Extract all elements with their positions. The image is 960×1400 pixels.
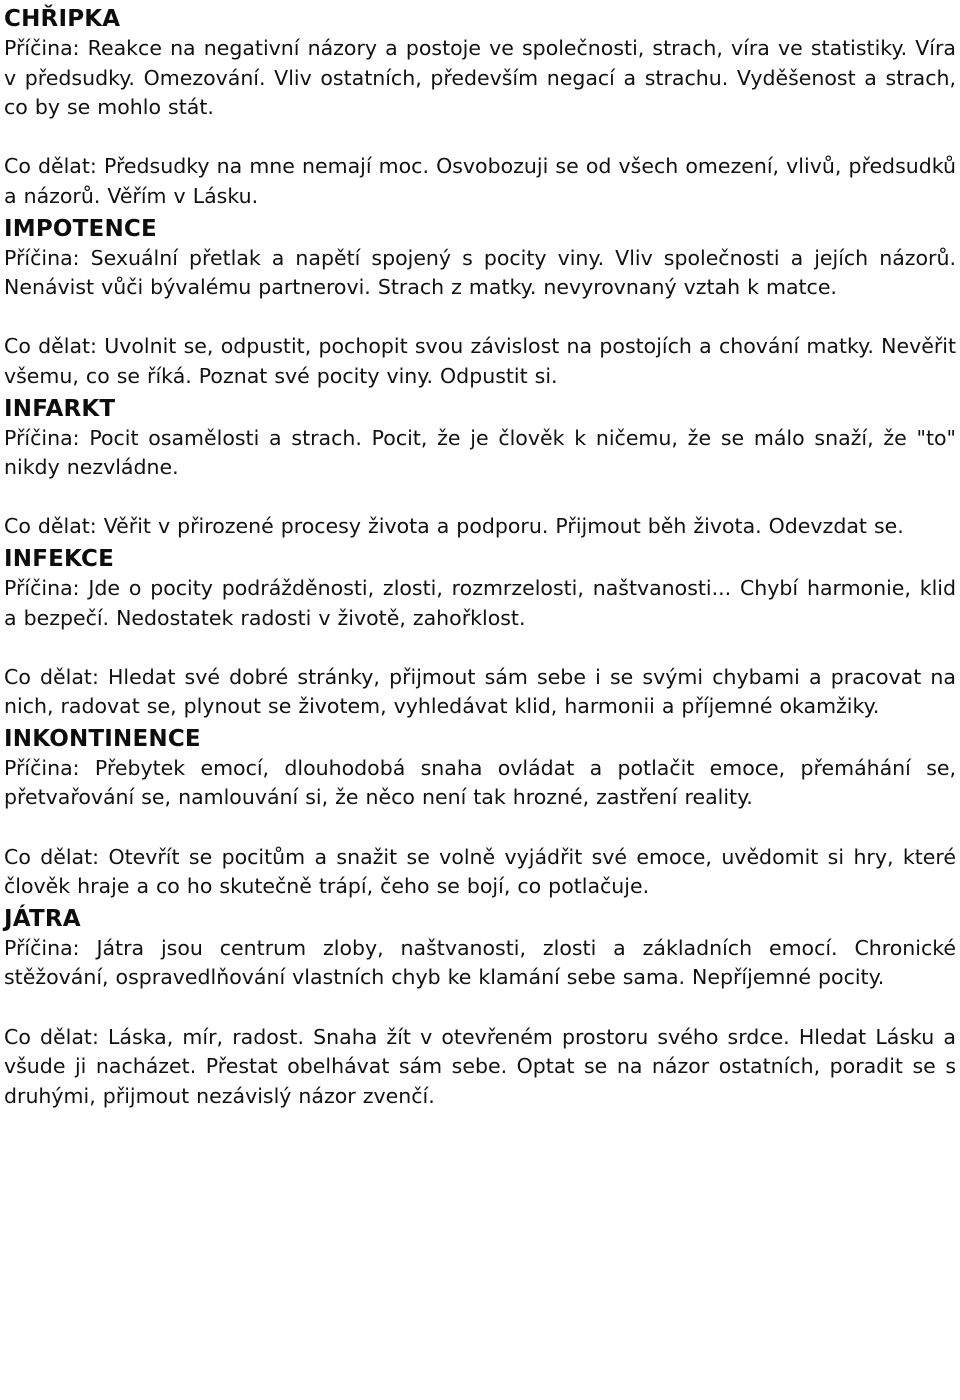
cause-chripka: Příčina: Reakce na negativní názory a postoje ve společnosti, strach, víra ve statistiky. Víra v předsudky. Omezování. Vliv ostatních, především negací a strachu. Vyděšenost a strach, co by se mohlo stát. bbox=[4, 36, 956, 120]
action-jatra: Co dělat: Láska, mír, radost. Snaha žít v otevřeném prostoru svého srdce. Hledat Lásku a všude ji nacházet. Přestat obelhávat sám sebe. Optat se na názor ostatních, poradit se s druhými, přijmout nezávislý názor zvenčí. bbox=[4, 1024, 956, 1108]
document bbox=[4, 4, 956, 1111]
spacer bbox=[4, 993, 956, 1023]
spacer bbox=[4, 303, 956, 333]
entry-infekce bbox=[4, 544, 956, 722]
cause-infarkt: Příčina: Pocit osamělosti a strach. Pocit, že je člověk k ničemu, že se málo snaží, že "to" nikdy nezvládne. bbox=[4, 425, 956, 480]
cause-inkontinence: Příčina: Přebytek emocí, dlouhodobá snaha ovládat a potlačit emoce, přemáhání se, přetvařování se, namlouvání si, že něco není tak hrozné, zastření reality. bbox=[4, 755, 956, 810]
entry-infarkt bbox=[4, 394, 956, 542]
action-impotence: Co dělat: Uvolnit se, odpustit, pochopit svou závislost na postojích a chování matky. Nevěřit všemu, co se říká. Poznat své pocity viny. Odpustit si. bbox=[4, 334, 956, 388]
cause-infekce: Příčina: Jde o pocity podrážděnosti, zlosti, rozmrzelosti, naštvanosti... Chybí harmonie, klid a bezpečí. Nedostatek radosti v životě, zahořklost. bbox=[4, 575, 956, 630]
heading-impotence: IMPOTENCE bbox=[4, 215, 157, 242]
spacer bbox=[4, 123, 956, 153]
heading-inkontinence: INKONTINENCE bbox=[4, 725, 201, 752]
heading-chripka: CHŘIPKA bbox=[4, 6, 121, 32]
action-infekce: Co dělat: Hledat své dobré stránky, přijmout sám sebe i se svými chybami a pracovat na nich, radovat se, plynout se životem, vyhledávat klid, harmonii a příjemné okamžiky. bbox=[4, 664, 956, 719]
entry-impotence bbox=[4, 214, 956, 392]
action-inkontinence: Co dělat: Otevřít se pocitům a snažit se volně vyjádřit své emoce, uvědomit si hry, které člověk hraje a co ho skutečně trápí, čeho se bojí, co potlačuje. bbox=[4, 844, 956, 899]
action-infarkt: Co dělat: Věřit v přirozené procesy života a podporu. Přijmout běh života. Odevzdat se. bbox=[4, 514, 904, 539]
heading-jatra: JÁTRA bbox=[4, 905, 81, 932]
heading-infarkt: INFARKT bbox=[4, 395, 116, 422]
spacer bbox=[4, 633, 956, 663]
cause-jatra: Příčina: Játra jsou centrum zloby, naštvanosti, zlosti a základních emocí. Chronické stěžování, ospravedlňování vlastních chyb ke klamání sebe sama. Nepříjemné pocity. bbox=[4, 935, 956, 990]
entry-chripka bbox=[4, 4, 956, 212]
spacer bbox=[4, 813, 956, 843]
heading-infekce: INFEKCE bbox=[4, 545, 115, 572]
entry-inkontinence bbox=[4, 724, 956, 902]
action-chripka: Co dělat: Předsudky na mne nemají moc. Osvobozuji se od všech omezení, vlivů, předsudků a názorů. Věřím v Lásku. bbox=[4, 154, 956, 208]
cause-impotence: Příčina: Sexuální přetlak a napětí spojený s pocity viny. Vliv společnosti a jejích názorů. Nenávist vůči bývalému partnerovi. Strach z matky. nevyrovnaný vztah k matce. bbox=[4, 245, 956, 300]
spacer bbox=[4, 483, 956, 513]
entry-jatra bbox=[4, 904, 956, 1112]
